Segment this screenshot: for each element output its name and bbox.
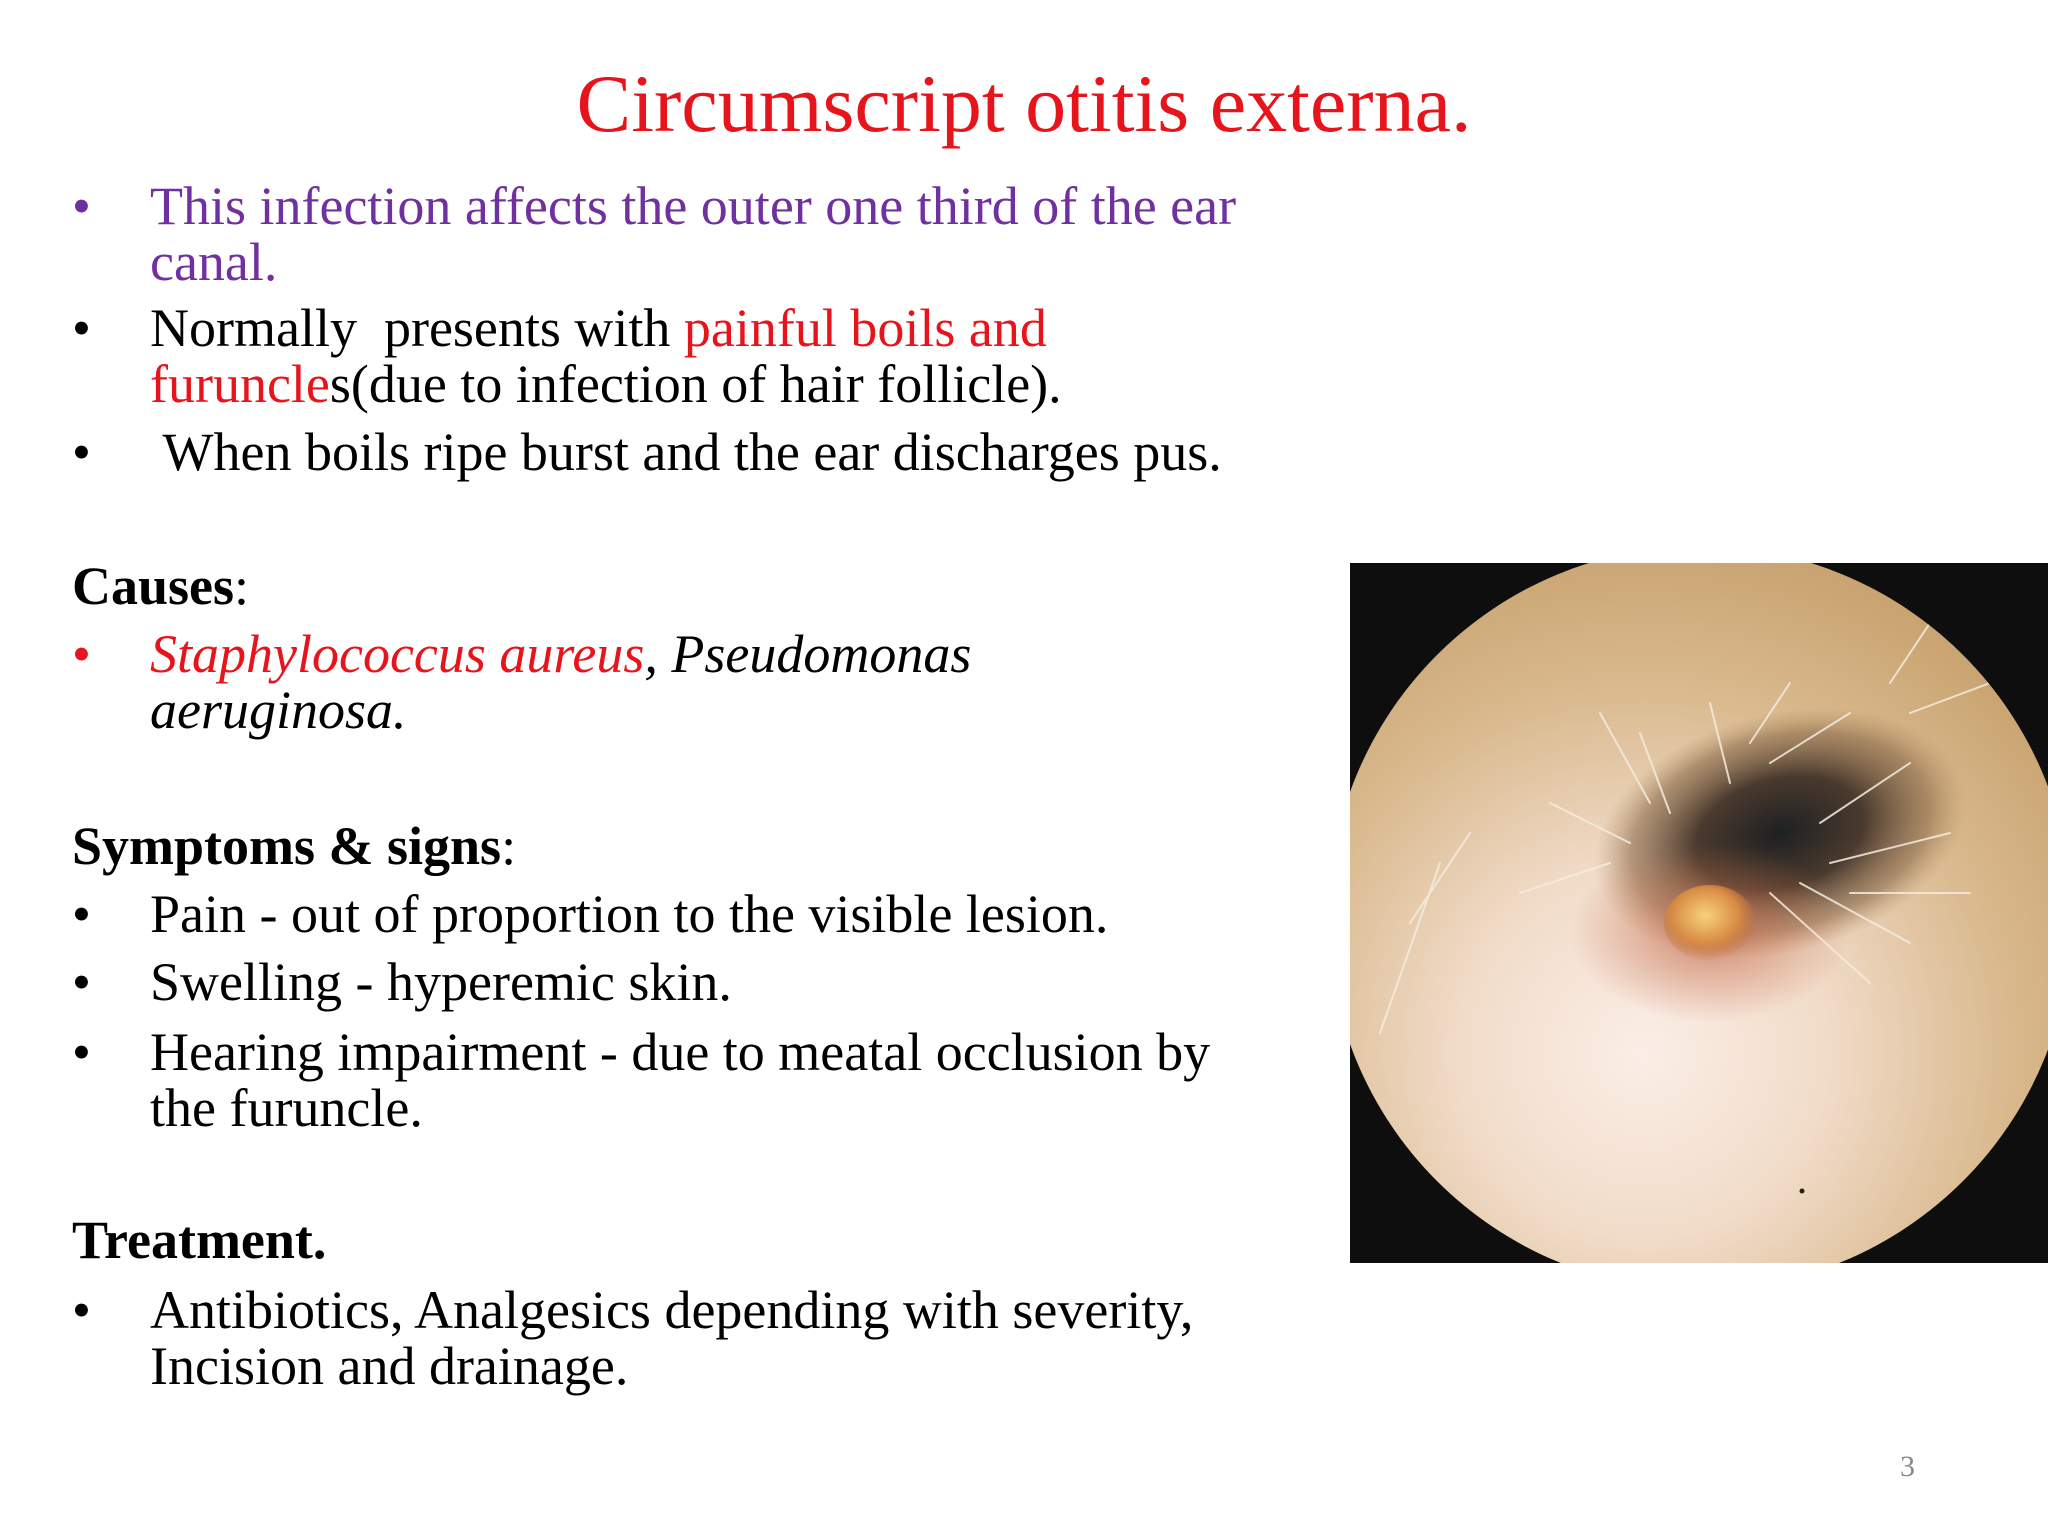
list-item-text: Antibiotics, Analgesics depending with severity, Incision and drainage. (150, 1280, 1194, 1396)
bullet-dot: • (72, 624, 91, 684)
treatment-heading: Treatment. (72, 1210, 327, 1270)
bullet-dot: • (72, 884, 91, 944)
list-item-text: This infection affects the outer one third of the ear canal. (150, 176, 1237, 292)
ear-canal-illustration (1350, 563, 2048, 1263)
list-item-text: Staphylococcus aureus, Pseudomonas aeruginosa. (150, 624, 972, 740)
list-item-text: Pain - out of proportion to the visible lesion. (150, 884, 1109, 944)
list-item-causes (72, 626, 971, 738)
bullet-dot: • (72, 952, 91, 1012)
bullet-dot: • (72, 176, 91, 236)
bullet-dot: • (72, 1280, 91, 1340)
list-item-boils (72, 300, 1062, 412)
bullet-dot: • (72, 1022, 91, 1082)
page-number: 3 (1900, 1450, 1915, 1483)
list-item-treatment (72, 1282, 1193, 1394)
list-item-text: Normally presents with painful boils and furuncles(due to infection of hair follicle). (150, 298, 1062, 414)
list-item-burst (72, 424, 1222, 480)
list-item-outer-third (72, 178, 1236, 290)
list-item-pain (72, 886, 1108, 942)
list-item-text: Swelling - hyperemic skin. (150, 952, 732, 1012)
causes-heading: Causes: (72, 556, 250, 616)
bullet-dot: • (72, 422, 91, 482)
list-item-swelling (72, 954, 732, 1010)
list-item-hearing (72, 1024, 1210, 1136)
bullet-dot: • (72, 298, 91, 358)
list-item-text: Hearing impairment - due to meatal occlusion by the furuncle. (150, 1022, 1211, 1138)
otoscopic-ear-image (1350, 563, 2048, 1263)
slide-title: Circumscript otitis externa. (576, 58, 1472, 149)
symptoms-heading: Symptoms & signs: (72, 816, 517, 876)
list-item-text: When boils ripe burst and the ear discharges pus. (150, 422, 1222, 482)
